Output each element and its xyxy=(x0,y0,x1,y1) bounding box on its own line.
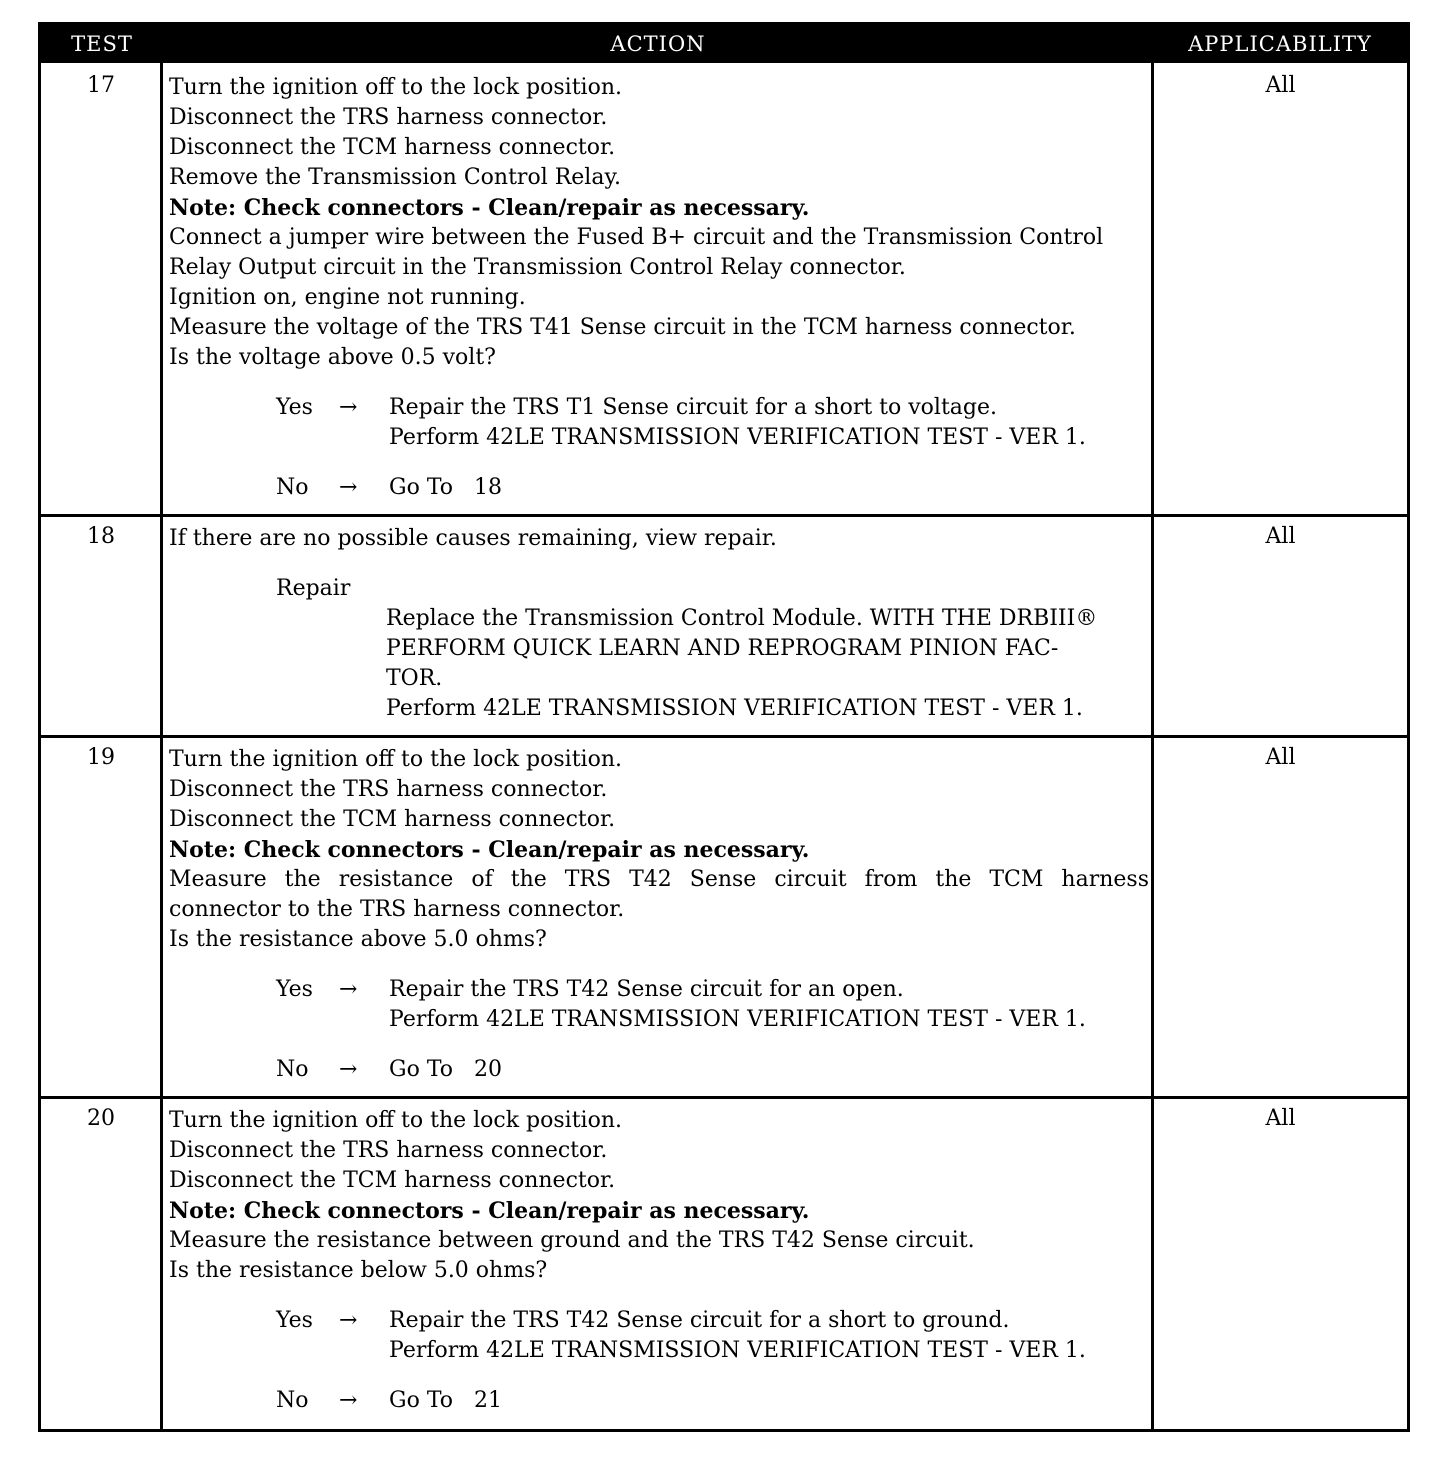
applicability-value: All xyxy=(1265,745,1296,770)
table-header xyxy=(41,25,1407,63)
action-line: Relay Output circuit in the Transmission Control Relay connector. xyxy=(169,255,906,280)
yes-result xyxy=(389,393,1086,453)
test-number: 18 xyxy=(87,524,115,549)
yes-outcome xyxy=(169,393,1149,453)
repair-label: Repair xyxy=(276,576,351,601)
action-line: Turn the ignition off to the lock position. xyxy=(169,747,622,772)
yes-result-line: Repair the TRS T1 Sense circuit for a short to voltage. xyxy=(389,395,998,420)
yes-result xyxy=(389,1306,1086,1366)
action-line: Turn the ignition off to the lock position. xyxy=(169,75,622,100)
arrow-icon: → xyxy=(339,395,358,420)
action-line: Measure the resistance between ground and the TRS T42 Sense circuit. xyxy=(169,1228,975,1253)
table-row xyxy=(41,514,1407,738)
action-line: If there are no possible causes remaining, view repair. xyxy=(169,526,777,551)
yes-label: Yes xyxy=(276,1308,313,1333)
action-line: Ignition on, engine not running. xyxy=(169,285,526,310)
action-line: Disconnect the TRS harness connector. xyxy=(169,777,608,802)
no-outcome xyxy=(169,1055,1149,1085)
arrow-icon: → xyxy=(339,475,358,500)
header-test: TEST xyxy=(71,32,133,56)
arrow-icon: → xyxy=(339,1388,358,1413)
yes-result-line: Repair the TRS T42 Sense circuit for an open. xyxy=(389,977,904,1002)
yes-outcome xyxy=(169,975,1149,1035)
repair-text xyxy=(169,604,1149,724)
action-line: Remove the Transmission Control Relay. xyxy=(169,165,621,190)
arrow-icon: → xyxy=(339,977,358,1002)
no-label: No xyxy=(276,1388,309,1413)
no-outcome xyxy=(169,1386,1149,1416)
repair-line: Replace the Transmission Control Module. WITH THE DRBIII® xyxy=(386,606,1098,631)
action-line: Disconnect the TRS harness connector. xyxy=(169,1138,608,1163)
no-result: Go To 18 xyxy=(389,475,502,500)
note-line: Note: Check connectors - Clean/repair as necessary. xyxy=(169,195,810,221)
yes-result-line: Perform 42LE TRANSMISSION VERIFICATION TEST - VER 1. xyxy=(389,1338,1086,1363)
header-applicability: APPLICABILITY xyxy=(1188,32,1372,56)
yes-label: Yes xyxy=(276,395,313,420)
action-line: Turn the ignition off to the lock position. xyxy=(169,1108,622,1133)
repair-line: TOR. xyxy=(386,666,443,691)
arrow-icon: → xyxy=(339,1308,358,1333)
no-result: Go To 20 xyxy=(389,1057,502,1082)
no-label: No xyxy=(276,475,309,500)
no-result: Go To 21 xyxy=(389,1388,502,1413)
action-cell xyxy=(169,524,1149,724)
applicability-value: All xyxy=(1265,524,1296,549)
action-cell xyxy=(169,745,1149,1085)
table-row xyxy=(41,735,1407,1099)
action-line: Disconnect the TCM harness connector. xyxy=(169,807,616,832)
test-number: 19 xyxy=(87,745,115,770)
repair-line: PERFORM QUICK LEARN AND REPROGRAM PINION FAC- xyxy=(386,636,1059,661)
no-outcome xyxy=(169,473,1149,503)
yes-label: Yes xyxy=(276,977,313,1002)
applicability-value: All xyxy=(1265,1106,1296,1131)
applicability-value: All xyxy=(1265,73,1296,98)
action-cell xyxy=(169,73,1149,503)
no-label: No xyxy=(276,1057,309,1082)
yes-outcome xyxy=(169,1306,1149,1366)
action-line: connector to the TRS harness connector. xyxy=(169,897,625,922)
action-line: Measure the resistance of the TRS T42 Sense circuit from the TCM harness xyxy=(169,867,1149,892)
action-line: Disconnect the TCM harness connector. xyxy=(169,135,616,160)
table-row xyxy=(41,63,1407,517)
question-line: Is the resistance below 5.0 ohms? xyxy=(169,1258,548,1283)
action-line: Measure the voltage of the TRS T41 Sense circuit in the TCM harness connector. xyxy=(169,315,1076,340)
repair-line: Perform 42LE TRANSMISSION VERIFICATION TEST - VER 1. xyxy=(386,696,1083,721)
question-line: Is the resistance above 5.0 ohms? xyxy=(169,927,547,952)
test-number: 17 xyxy=(87,73,115,98)
yes-result xyxy=(389,975,1086,1035)
test-number: 20 xyxy=(87,1106,115,1131)
yes-result-line: Repair the TRS T42 Sense circuit for a short to ground. xyxy=(389,1308,1010,1333)
header-action: ACTION xyxy=(610,32,706,56)
diagnostic-table xyxy=(38,22,1410,1432)
action-cell xyxy=(169,1106,1149,1416)
question-line: Is the voltage above 0.5 volt? xyxy=(169,345,496,370)
action-line: Disconnect the TRS harness connector. xyxy=(169,105,608,130)
action-line: Disconnect the TCM harness connector. xyxy=(169,1168,616,1193)
yes-result-line: Perform 42LE TRANSMISSION VERIFICATION TEST - VER 1. xyxy=(389,1007,1086,1032)
note-line: Note: Check connectors - Clean/repair as necessary. xyxy=(169,1198,810,1224)
note-line: Note: Check connectors - Clean/repair as necessary. xyxy=(169,837,810,863)
arrow-icon: → xyxy=(339,1057,358,1082)
table-row xyxy=(41,1096,1407,1429)
action-line: Connect a jumper wire between the Fused B+ circuit and the Transmission Control xyxy=(169,225,1104,250)
yes-result-line: Perform 42LE TRANSMISSION VERIFICATION TEST - VER 1. xyxy=(389,425,1086,450)
